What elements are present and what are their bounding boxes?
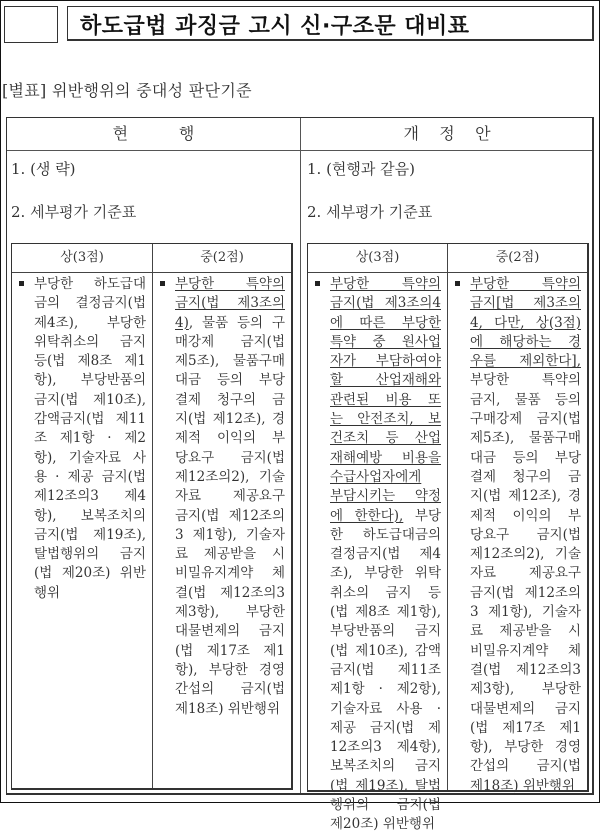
- revised-header-mid: 중(2점): [495, 250, 540, 265]
- text-line: 구매강제 금지(법: [470, 411, 581, 428]
- text-line: 3 제1항), 기술자: [470, 604, 581, 621]
- current-mid-cell: [153, 273, 291, 788]
- comparison-table: [6, 117, 594, 833]
- revised-mid-cell: [448, 273, 587, 794]
- text-line: 결(법 제12조의3: [175, 584, 285, 601]
- bullet-icon: [19, 281, 24, 286]
- text-line: 결정금지(법 제4: [330, 546, 441, 563]
- text-line: 지(법 제12조), 경: [175, 411, 285, 428]
- revised-header-high: 상(3점): [355, 250, 400, 265]
- text-line: 제5조), 물품구매: [470, 430, 581, 447]
- text-line: 결제 청구의 금: [175, 391, 285, 408]
- text-line: 금의 결정금지(법: [34, 295, 146, 312]
- text-line: 지(법 제12조), 경: [470, 488, 581, 505]
- text-line: 수급사업자에게: [330, 468, 422, 485]
- text-line: 간섭의 금지(법: [175, 681, 285, 698]
- text-line: 행위의 금지(법: [330, 797, 441, 814]
- text-line: 금지(법 제11조: [330, 661, 441, 678]
- text-line: 부당한 특약의: [470, 372, 581, 389]
- text-line: 자료 제공요구: [470, 565, 581, 582]
- text-line: 제1항 · 제2항),: [330, 681, 441, 698]
- text-line: 특약 중 원사업: [330, 333, 441, 350]
- text-line: 부담시키는 약정: [330, 488, 441, 505]
- text-line: (법 제17조 제1: [470, 719, 581, 736]
- current-header-mid: 중(2점): [200, 250, 244, 265]
- text-line: 항), 보복조치의: [34, 507, 146, 524]
- current-mid-text: [175, 275, 285, 719]
- text-line: 제12조의2), 기술: [470, 546, 581, 563]
- text-line: 3 제1항), 기술자: [175, 526, 285, 543]
- text-line: 항), 부당한 경영: [470, 739, 581, 756]
- text-line: 우를 제외한다],: [470, 353, 581, 370]
- text-line: 제공 금지(법 제: [330, 719, 441, 736]
- text-line: 제12조의2), 기술: [175, 468, 285, 485]
- text-line: 탈법행위의 금지: [34, 546, 146, 563]
- text-line: 조), 부당한 위탁: [330, 565, 441, 582]
- text-line: 금지(법 제3조의: [175, 295, 285, 312]
- text-line: 위탁취소의 금지: [34, 333, 146, 350]
- current-high-cell: [12, 273, 152, 788]
- text-line: 결(법 제12조의3: [470, 661, 581, 678]
- text-line: 금지, 물품 등의: [470, 391, 581, 408]
- text-line: 는 안전조치, 보: [330, 411, 441, 428]
- text-line: 제적 이익의 부: [470, 507, 581, 524]
- revised-mid-text: [470, 275, 581, 796]
- text-line: 부당한 특약의: [470, 276, 581, 292]
- text-line: 취소의 금지 등: [330, 584, 441, 601]
- document-title: 하도급법 과징금 고시 신·구조문 대비표: [80, 14, 470, 39]
- revised-item-1: 1. (현행과 같음): [307, 160, 416, 178]
- text-line: 할 산업재해와: [330, 372, 441, 389]
- text-line: 부당한 특약의: [330, 276, 441, 292]
- text-line: 감액금지(법 제11: [34, 411, 146, 428]
- current-header-high: 상(3점): [60, 250, 104, 265]
- text-line: 등(법 제8조 제1: [34, 353, 146, 370]
- header-current: 현 행: [112, 124, 195, 143]
- text-line: 조 제1항 · 제2: [34, 430, 146, 447]
- text-line: 제3항), 부당한: [175, 604, 285, 621]
- text-line: 금지(법 제3조의4: [330, 295, 441, 312]
- text-line: (법 제10조), 감액: [330, 642, 441, 659]
- text-line: 당요구 금지(법: [175, 449, 285, 466]
- text-line: 항), 부당한 경영: [175, 661, 285, 678]
- text-line: 금지[법 제3조의: [470, 295, 581, 312]
- text-line: 비밀유지계약 체: [470, 642, 581, 659]
- text-line: 보복조치의 금지: [330, 758, 441, 775]
- text-line: 제3항), 부당한: [470, 681, 581, 698]
- text-line: 대물변제의 금지: [470, 700, 581, 717]
- text-line: 제4조), 부당한: [34, 314, 146, 331]
- text-line: 간섭의 금지(법: [470, 758, 581, 775]
- text-line: 에 한한다), 부당: [330, 507, 442, 524]
- text-line: 자가 부담하여야: [330, 353, 441, 370]
- revised-high-text: [330, 275, 441, 835]
- text-line: 제18조) 위반행위: [470, 777, 575, 794]
- text-line: 비밀유지계약 체: [175, 565, 285, 582]
- text-line: 부당한 특약의: [175, 276, 285, 292]
- current-item-2: 2. 세부평가 기준표: [11, 203, 137, 221]
- text-line: 당요구 금지(법: [470, 526, 581, 543]
- bullet-icon: [315, 281, 320, 286]
- text-line: 제18조) 위반행위: [175, 700, 280, 717]
- text-line: 에 따른 부당한: [330, 314, 441, 331]
- text-line: 제5조), 물품구매: [175, 353, 285, 370]
- text-line: 제20조) 위반행위: [330, 816, 435, 833]
- text-line: 대물변제의 금지: [175, 623, 285, 640]
- text-line: 12조의3 제4항),: [330, 739, 441, 756]
- text-line: 제12조의3 제4: [34, 488, 146, 505]
- text-line: 4, 다만, 상(3점): [470, 314, 581, 331]
- text-line: 금지(법 제10조),: [34, 391, 146, 408]
- text-line: (법 제8조 제1항),: [330, 604, 441, 621]
- header-revised: 개 정 안: [403, 124, 491, 143]
- current-high-text: [34, 275, 146, 603]
- revised-criteria-table: [307, 243, 589, 833]
- bullet-icon: [160, 281, 165, 286]
- text-line: 금지(법 제19조),: [34, 526, 146, 543]
- text-line: 관련된 비용 또: [330, 391, 441, 408]
- text-line: (법 제20조) 위반: [34, 565, 146, 582]
- text-line: 에 해당하는 경: [470, 333, 581, 350]
- revised-high-cell: [308, 273, 447, 833]
- current-criteria-table: [11, 243, 293, 790]
- text-line: 부당반품의 금지: [330, 623, 441, 640]
- text-line: (법 제17조 제1: [175, 642, 285, 659]
- bullet-icon: [455, 281, 460, 286]
- text-line: 용 · 제공 금지(법: [34, 468, 146, 485]
- table-header-row: [7, 118, 592, 151]
- text-line: 기술자료 사용 ·: [330, 700, 441, 717]
- text-line: 자료 제공요구: [175, 488, 285, 505]
- current-item-1: 1. (생 략): [11, 160, 76, 178]
- title-box: [67, 6, 594, 41]
- text-line: 결제 청구의 금: [470, 468, 581, 485]
- text-line: 대금 등의 부당: [175, 372, 285, 389]
- annex-subtitle: [별표] 위반행위의 중대성 판단기준: [2, 81, 252, 100]
- revised-item-2: 2. 세부평가 기준표: [307, 203, 433, 221]
- text-line: 건조치 등 산업: [330, 430, 441, 447]
- text-line: 한 하도급대금의: [330, 526, 441, 543]
- title-marker-box: [4, 6, 58, 43]
- text-line: 대금 등의 부당: [470, 449, 581, 466]
- text-line: 제적 이익의 부: [175, 430, 285, 447]
- text-line: 행위: [34, 584, 61, 601]
- text-line: 매강제 금지(법: [175, 333, 285, 350]
- text-line: 4), 물품 등의 구: [175, 314, 285, 331]
- text-line: 항), 부당반품의: [34, 372, 146, 389]
- text-line: (법 제19조), 탈법: [330, 777, 441, 794]
- text-line: 금지(법 제12조의: [470, 584, 581, 601]
- text-line: 항), 기술자료 사: [34, 449, 146, 466]
- text-line: 료 제공받을 시: [470, 623, 581, 640]
- text-line: 료 제공받을 시: [175, 546, 285, 563]
- text-line: 부당한 하도급대: [34, 276, 146, 292]
- text-line: 재해예방 비용을: [330, 449, 441, 466]
- text-line: 금지(법 제12조의: [175, 507, 285, 524]
- column-divider: [300, 118, 301, 793]
